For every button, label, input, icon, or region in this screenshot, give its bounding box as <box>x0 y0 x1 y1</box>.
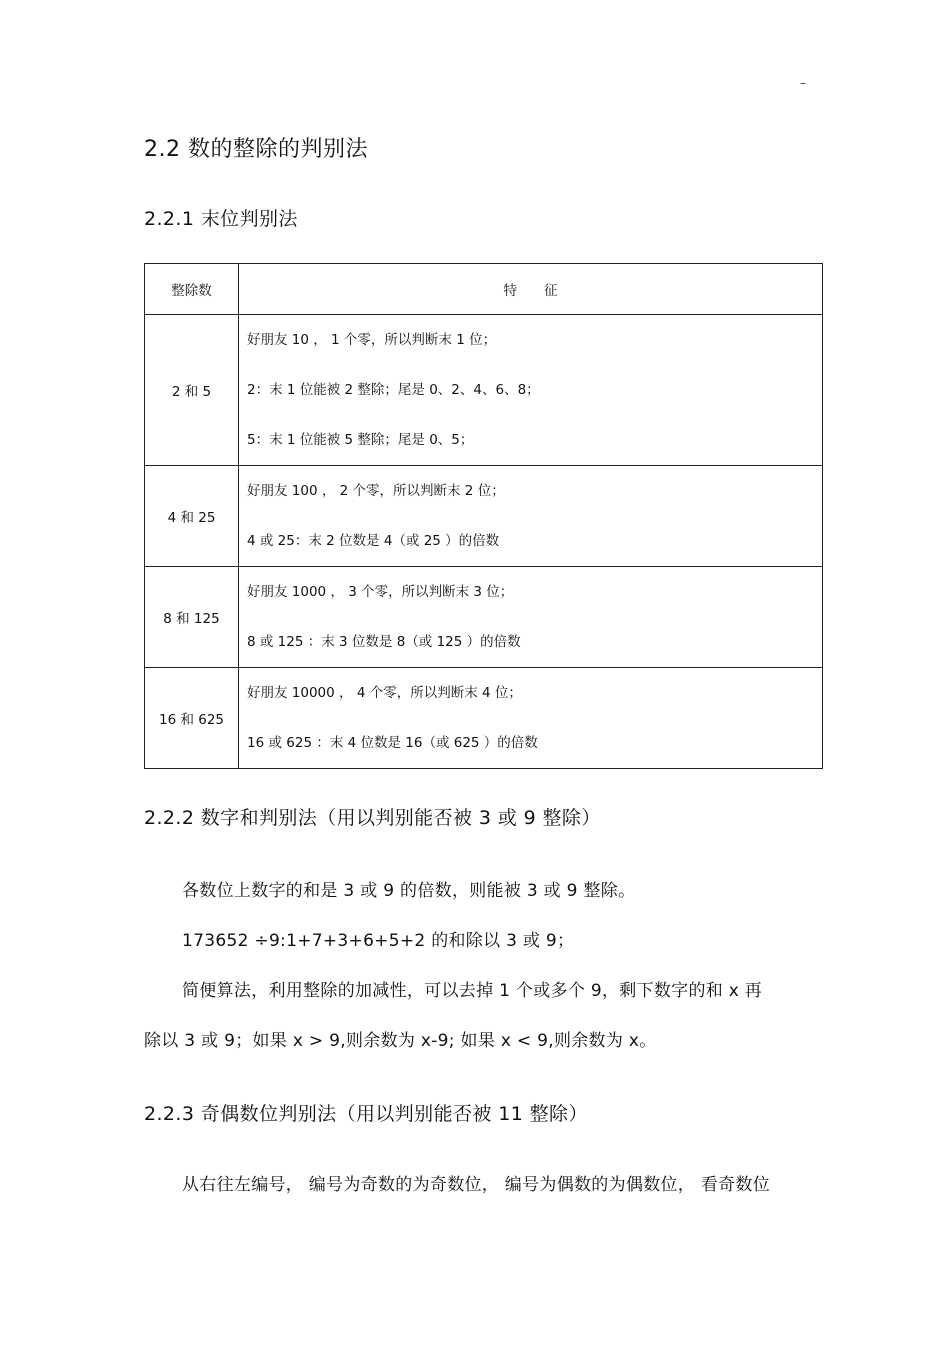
feature-cell <box>239 315 823 466</box>
paragraph: 除以 3 或 9；如果 x > 9,则余数为 x-9; 如果 x < 9,则余数为 x。 <box>144 1031 657 1051</box>
table-row <box>145 466 823 567</box>
feature-line: 16 或 625 ：末 4 位数是 16（或 625 ）的倍数 <box>247 735 538 751</box>
paragraph: 简便算法，利用整除的加减性，可以去掉 1 个或多个 9，剩下数字的和 x 再 <box>182 981 763 1001</box>
divisor-cell: 4 和 25 <box>145 466 239 567</box>
feature-line: 好朋友 10 ， 1 个零，所以判断末 1 位； <box>247 332 497 348</box>
divisor-cell: 8 和 125 <box>145 567 239 668</box>
section-heading-2-2-3: 2.2.3 奇偶数位判别法（用以判别能否被 11 整除） <box>144 1103 588 1125</box>
table-row <box>145 315 823 466</box>
table-header-row <box>145 264 823 315</box>
header-feature: 特 征 <box>239 264 823 315</box>
feature-line: 2：末 1 位能被 2 整除；尾是 0、2、4、6、8； <box>247 382 540 398</box>
divisibility-table <box>144 263 823 769</box>
divisor-cell: 16 和 625 <box>145 668 239 769</box>
feature-line: 5：末 1 位能被 5 整除；尾是 0、5； <box>247 432 474 448</box>
feature-cell <box>239 668 823 769</box>
paragraph: 各数位上数字的和是 3 或 9 的倍数，则能被 3 或 9 整除。 <box>182 881 636 901</box>
corner-mark: – <box>800 76 806 90</box>
header-divisor: 整除数 <box>145 264 239 315</box>
feature-cell <box>239 466 823 567</box>
feature-line: 8 或 125 ：末 3 位数是 8（或 125 ）的倍数 <box>247 634 521 650</box>
section-heading-2-2-2: 2.2.2 数字和判别法（用以判别能否被 3 或 9 整除） <box>144 807 601 829</box>
feature-line: 好朋友 100 ， 2 个零，所以判断末 2 位； <box>247 483 505 499</box>
paragraph: 从右往左编号， 编号为奇数的为奇数位， 编号为偶数的为偶数位， 看奇数位 <box>182 1175 771 1195</box>
feature-cell <box>239 567 823 668</box>
feature-line: 好朋友 1000 ， 3 个零，所以判断末 3 位； <box>247 584 514 600</box>
table-row <box>145 668 823 769</box>
paragraph: 173652 ÷9:1+7+3+6+5+2 的和除以 3 或 9； <box>182 931 575 951</box>
feature-line: 好朋友 10000 ， 4 个零，所以判断末 4 位； <box>247 685 522 701</box>
section-heading-2-2: 2.2 数的整除的判别法 <box>144 137 368 162</box>
divisor-cell: 2 和 5 <box>145 315 239 466</box>
feature-line: 4 或 25：末 2 位数是 4（或 25 ）的倍数 <box>247 533 500 549</box>
table-row <box>145 567 823 668</box>
section-heading-2-2-1: 2.2.1 末位判别法 <box>144 208 298 230</box>
